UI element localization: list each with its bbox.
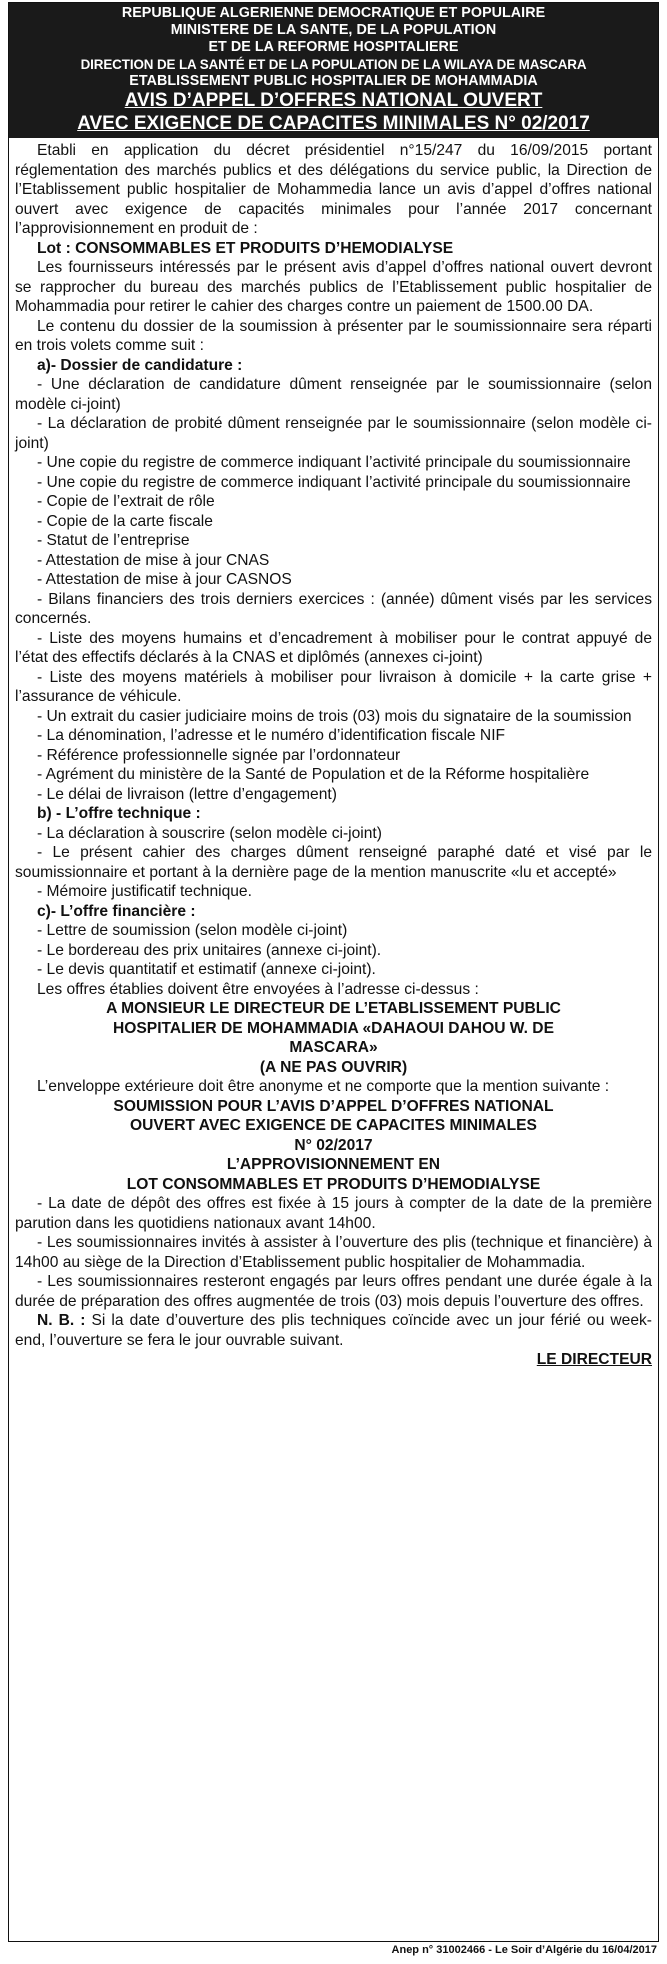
section-c-heading: c)- L’offre financière : (37, 902, 196, 920)
signature: LE DIRECTEUR (536, 1351, 652, 1368)
list-item: - Le présent cahier des charges dûment renseigné paraphé daté et visé par le soumissionnaire et portant à la dernière page de la mention manuscrite «lu et accepté» (15, 844, 652, 881)
list-item: - Une déclaration de candidature dûment renseignée par le soumissionnaire (selon modèle ci-joint) (15, 376, 652, 413)
list-item: - La date de dépôt des offres est fixée à 15 jours à compter de la date de la première parution dans les quotidiens nationaux avant 14h00. (15, 1195, 652, 1232)
address-line: A MONSIEUR LE DIRECTEUR DE L’ETABLISSEMENT PUBLIC (106, 1000, 561, 1017)
nb-label: N. B. : (37, 1312, 86, 1329)
notice-header (9, 3, 658, 138)
list-item: - La dénomination, l’adresse et le numéro d’identification fiscale NIF (37, 727, 506, 744)
suppliers-paragraph: Les fournisseurs intéressés par le présent avis d’appel d’offres national ouvert devront se rapprocher du bureau des marchés publics de l’Etablissement public hospitalier de Mohammadia pour retirer le cahier des charges contre un paiement de 1500.00 DA. (15, 259, 652, 315)
footer-reference: Anep n° 31002466 - Le Soir d’Algérie du 16/04/2017 (391, 1944, 657, 1956)
list-item: - Un extrait du casier judiciaire moins de trois (03) mois du signataire de la soumission (37, 707, 632, 725)
send-paragraph: Les offres établies doivent être envoyées à l’adresse ci-dessus : (37, 980, 479, 998)
header-line: ET DE LA REFORME HOSPITALIERE (208, 39, 459, 55)
list-item: - La déclaration de probité dûment renseignée par le soumissionnaire (selon modèle ci-joint) (15, 415, 652, 452)
list-item: - Agrément du ministère de la Santé de Population et de la Réforme hospitalière (37, 766, 590, 783)
section-b-list (15, 824, 652, 902)
section-c-list (15, 921, 652, 980)
list-item: - Bilans financiers des trois derniers exercices : (année) dûment visés par les services concernés. (15, 590, 652, 627)
content-paragraph: Le contenu du dossier de la soumission à présenter par le soumissionnaire sera réparti en trois volets comme suit : (15, 317, 652, 354)
list-item: - La déclaration à souscrire (selon modèle ci-joint) (37, 824, 382, 842)
notice-title: AVIS D’APPEL D’OFFRES NATIONAL OUVERT (124, 90, 543, 111)
lot-heading: Lot : CONSOMMABLES ET PRODUITS D’HEMODIALYSE (37, 239, 454, 257)
section-b-heading: b) - L’offre technique : (37, 805, 201, 822)
list-item: - Liste des moyens humains et d’encadrement à mobiliser pour le contrat appuyé de l’état des effectifs déclarés à la CNAS et diplômés (annexes ci-joint) (15, 629, 652, 666)
list-item: - Les soumissionnaires invités à assister à l’ouverture des plis (technique et financière) à 14h00 au siège de la Direction d’Etablissement public hospitalier de Mohammadia. (15, 1234, 652, 1271)
list-item: - Le délai de livraison (lettre d’engagement) (37, 785, 337, 803)
mention-line: LOT CONSOMMABLES ET PRODUITS D’HEMODIALYSE (126, 1175, 541, 1193)
notice-frame (8, 2, 659, 1942)
section-a-heading: a)- Dossier de candidature : (37, 356, 243, 374)
section-a-list (15, 375, 652, 804)
list-item: - Une copie du registre de commerce indiquant l’activité principale du soumissionnaire (37, 454, 631, 471)
mention-line: N° 02/2017 (294, 1136, 373, 1154)
list-item: - Une copie du registre de commerce indiquant l’activité principale du soumissionnaire (37, 473, 631, 491)
final-conditions-list (15, 1194, 652, 1311)
header-line: MINISTERE DE LA SANTE, DE LA POPULATION (170, 22, 497, 38)
envelope-paragraph: L’enveloppe extérieure doit être anonyme et ne comporte que la mention suivante : (37, 1078, 610, 1095)
list-item: - Référence professionnelle signée par l’ordonnateur (37, 746, 401, 764)
list-item: - Le devis quantitatif et estimatif (annexe ci-joint). (37, 961, 376, 978)
list-item: - Les soumissionnaires resteront engagés par leurs offres pendant une durée égale à la durée de préparation des offres augmentée de trois (03) mois depuis l’ouverture des offres. (15, 1273, 652, 1310)
header-line: DIRECTION DE LA SANTÉ ET DE LA POPULATION DE LA WILAYA DE MASCARA (80, 57, 587, 72)
address-line: MASCARA» (289, 1039, 378, 1056)
list-item: - Statut de l’entreprise (37, 532, 190, 549)
list-item: - Attestation de mise à jour CNAS (37, 551, 270, 569)
list-item: - Le bordereau des prix unitaires (annexe ci-joint). (37, 941, 382, 959)
notice-subtitle: AVEC EXIGENCE DE CAPACITES MINIMALES N° 02/2017 (77, 112, 590, 134)
notice-body (9, 138, 658, 1370)
list-item: - Attestation de mise à jour CASNOS (37, 571, 292, 588)
nb-text: Si la date d’ouverture des plis techniques coïncide avec un jour férié ou week-end, l’ouverture se fera le jour ouvrable suivant. (15, 1312, 652, 1349)
list-item: - Liste des moyens matériels à mobiliser pour livraison à domicile + la carte grise + l’assurance de véhicule. (15, 668, 652, 705)
intro-paragraph: Etabli en application du décret présidentiel n°15/247 du 16/09/2015 portant réglementation des marchés publics et des délégations du service public, la Direction de l’Etablissement public hospitalier de Mohammedia lance un avis d’appel d’offres national ouvert avec exigence de capacités minimales pour l’année 2017 concernant l’approvisionnement en produit de : (15, 142, 652, 237)
header-line: ETABLISSEMENT PUBLIC HOSPITALIER DE MOHAMMADIA (129, 73, 538, 89)
header-line: REPUBLIQUE ALGERIENNE DEMOCRATIQUE ET POPULAIRE (121, 5, 546, 21)
mention-line: SOUMISSION POUR L’AVIS D’APPEL D’OFFRES NATIONAL (113, 1097, 554, 1115)
nb-paragraph (15, 1311, 652, 1350)
list-item: - Mémoire justificatif technique. (37, 883, 252, 900)
list-item: - Copie de la carte fiscale (37, 512, 213, 530)
list-item: - Copie de l’extrait de rôle (37, 493, 215, 510)
mention-line: L’APPROVISIONNEMENT EN (226, 1156, 441, 1173)
mention-line: OUVERT AVEC EXIGENCE DE CAPACITES MINIMALES (130, 1117, 537, 1134)
address-line: HOSPITALIER DE MOHAMMADIA «DAHAOUI DAHOU W. DE (113, 1019, 554, 1037)
address-line: (A NE PAS OUVRIR) (259, 1058, 408, 1076)
list-item: - Lettre de soumission (selon modèle ci-joint) (37, 922, 348, 939)
